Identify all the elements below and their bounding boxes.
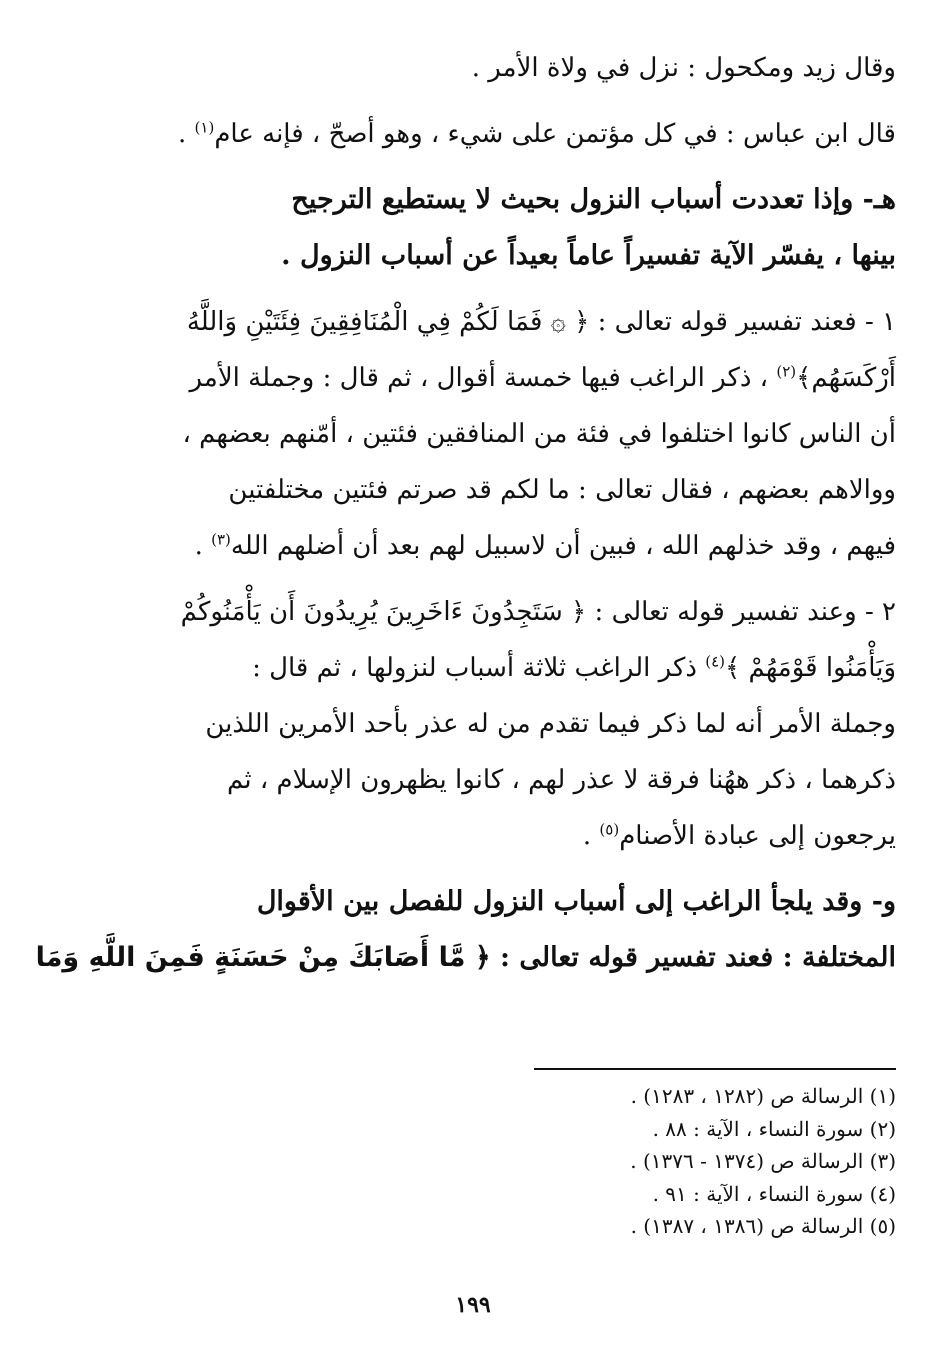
- paragraph-ibn-abbas: [120, 106, 896, 162]
- section-heading-waw: [35, 874, 896, 986]
- page-body: [35, 40, 896, 996]
- quran-verse: ﴿ ۞ فَمَا لَكُمْ فِي الْمُنَافِقِينَ فِئَتَيْنِ وَاللَّهُ: [186, 307, 590, 337]
- footnote-item: (٢) سورة النساء ، الآية : ٨٨ .: [652, 1116, 896, 1141]
- footnote-ref: (٥): [599, 820, 620, 839]
- footnote-item: (٤) سورة النساء ، الآية : ٩١ .: [652, 1181, 896, 1206]
- text-line: [120, 106, 896, 162]
- text-fragment: ٢ - وعند تفسير قوله تعالى :: [586, 597, 896, 627]
- text-line: وقال زيد ومكحول : نزل في ولاة الأمر .: [471, 53, 896, 83]
- footnote-item: (١) الرسالة ص (١٢٨٢ ، ١٢٨٣) .: [630, 1084, 896, 1108]
- page-number: ١٩٩: [455, 1292, 491, 1318]
- quran-verse: ﴿ سَتَجِدُونَ ءَاخَرِينَ يُرِيدُونَ أَن يَأْمَنُوكُمْ: [180, 597, 587, 627]
- text-line: أن الناس كانوا اختلفوا في فئة من المنافقين فئتين ، أمّنهم بعضهم ،: [182, 419, 896, 449]
- footnote-ref: (٢): [776, 362, 797, 381]
- text-line: ذكرهما ، ذكر ههُنا فرقة لا عذر لهم ، كانوا يظهرون الإسلام ، ثم: [227, 765, 896, 795]
- heading-line: هـ- وإذا تعددت أسباب النزول بحيث لا يستطيع الترجيح: [291, 184, 896, 215]
- text-line: [120, 294, 896, 350]
- footnote-item: (٥) الرسالة ص (١٣٨٦ ، ١٣٨٧) .: [630, 1214, 896, 1238]
- text-line: [120, 808, 896, 864]
- text-fragment: يرجعون إلى عبادة الأصنام: [619, 821, 896, 851]
- text-line: وجملة الأمر أنه لما ذكر فيما تقدم من له عذر بأحد الأمرين اللذين: [205, 709, 896, 739]
- quran-verse: أَرْكَسَهُم﴾: [796, 363, 896, 393]
- heading-line: و- وقد يلجأ الراغب إلى أسباب النزول للفصل بين الأقوال: [256, 886, 896, 917]
- text-fragment: فيهم ، وقد خذلهم الله ، فبين أن لاسبيل لهم بعد أن أضلهم الله: [230, 531, 896, 561]
- text-fragment: .: [582, 821, 600, 851]
- footnotes: [630, 1080, 896, 1243]
- text-fragment: قال ابن عباس : في كل مؤتمن على شيء ، وهو أصحّ ، فإنه عام: [214, 119, 896, 149]
- text-line: [120, 350, 896, 406]
- text-fragment: ١ - فعند تفسير قوله تعالى :: [589, 307, 896, 337]
- text-fragment: .: [194, 531, 212, 561]
- quran-verse: ﴿ مَّا أَصَابَكَ مِنْ حَسَنَةٍ فَمِنَ اللَّهِ وَمَا: [35, 942, 491, 973]
- footnote-divider: [534, 1068, 896, 1070]
- text-fragment: المختلفة : فعند تفسير قوله تعالى :: [490, 942, 896, 973]
- text-line: [120, 584, 896, 640]
- text-fragment: ، ذكر الراغب فيها خمسة أقوال ، ثم قال : وجملة الأمر: [189, 363, 777, 393]
- text-line: ووالاهم بعضهم ، فقال تعالى : ما لكم قد صرتم فئتين مختلفتين: [228, 475, 896, 505]
- paragraph-example-1: [120, 294, 896, 574]
- heading-line: بينها ، يفسّر الآية تفسيراً عاماً بعيداً عن أسباب النزول .: [281, 240, 896, 271]
- text-line: [120, 640, 896, 696]
- footnote-ref: (١): [194, 118, 215, 137]
- paragraph-example-2: [120, 584, 896, 864]
- heading-line: [35, 930, 896, 986]
- text-fragment: .: [178, 119, 195, 149]
- text-fragment: ذكر الراغب ثلاثة أسباب لنزولها ، ثم قال :: [252, 653, 706, 683]
- section-heading-ha: [120, 172, 896, 284]
- footnote-ref: (٣): [211, 530, 231, 549]
- paragraph-zaid-makhul: [120, 40, 896, 96]
- quran-verse: وَيَأْمَنُوا قَوْمَهُمْ ﴾: [725, 653, 896, 683]
- footnote-item: (٣) الرسالة ص (١٣٧٤ - ١٣٧٦) .: [630, 1149, 896, 1173]
- text-line: [120, 518, 896, 574]
- footnote-ref: (٤): [705, 652, 726, 671]
